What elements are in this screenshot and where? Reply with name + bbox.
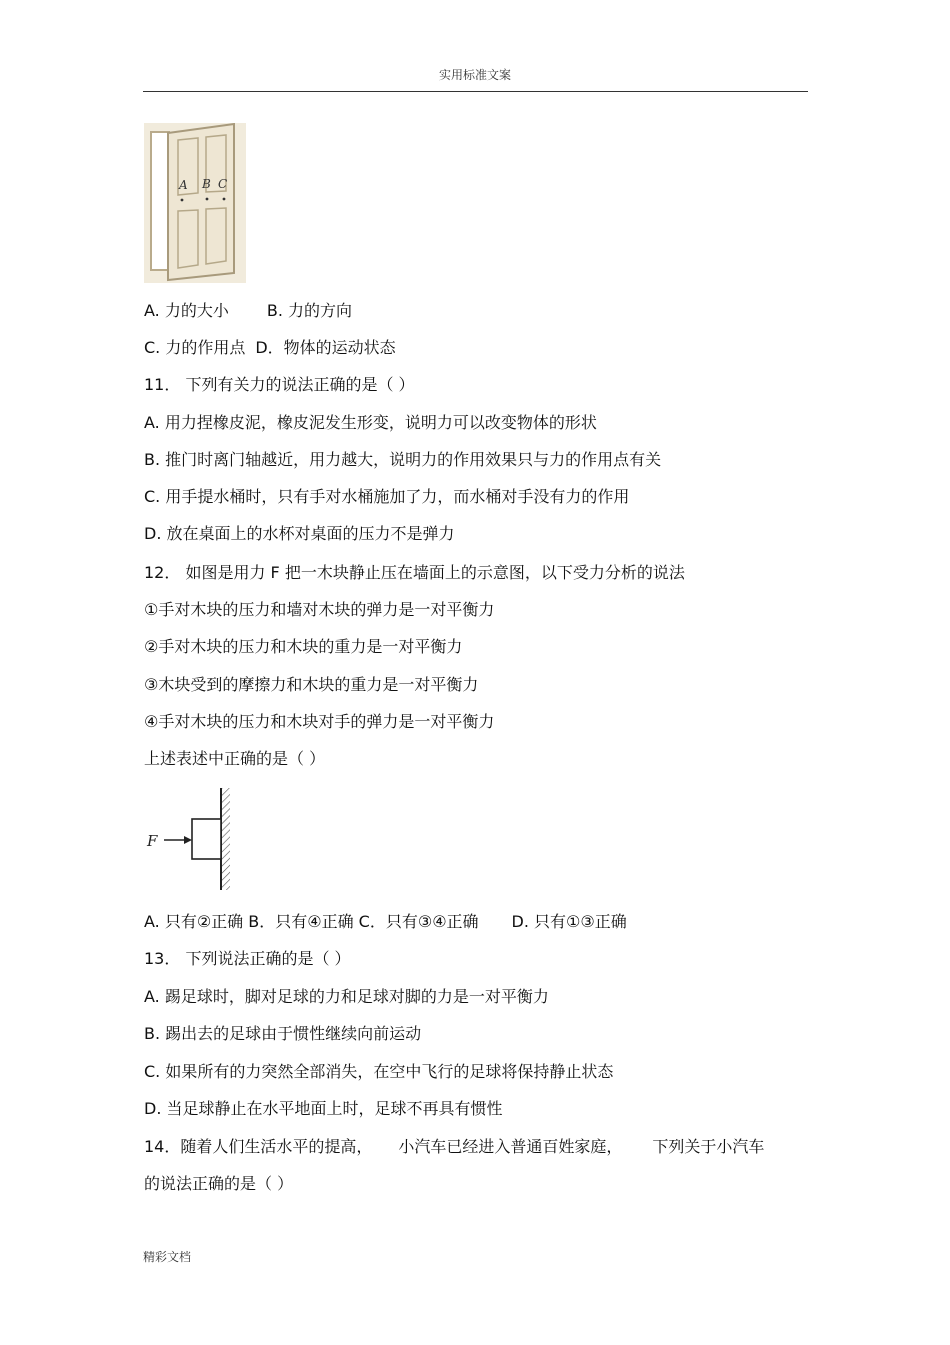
q12-statement-3: ③木块受到的摩擦力和木块的重力是一对平衡力 — [144, 675, 479, 694]
q12-options-abc: A. 只有②正确 B．只有④正确 C．只有③④正确 — [144, 912, 479, 931]
door-point-c — [223, 198, 226, 201]
q11-option-a: A. 用力捏橡皮泥，橡皮泥发生形变，说明力可以改变物体的形状 — [144, 413, 597, 432]
q12-statement-1: ①手对木块的压力和墙对木块的弹力是一对平衡力 — [144, 600, 495, 619]
header-rule — [143, 91, 808, 92]
q12-statement-4: ④手对木块的压力和木块对手的弹力是一对平衡力 — [144, 712, 495, 731]
q13-option-b: B. 踢出去的足球由于惯性继续向前运动 — [144, 1024, 422, 1043]
door-point-a — [181, 199, 184, 202]
force-label-f: F — [147, 832, 158, 850]
wall-block-figure — [144, 788, 236, 892]
q13-option-d: D. 当足球静止在水平地面上时，足球不再具有惯性 — [144, 1099, 503, 1118]
door-label-c: C — [218, 177, 228, 191]
q13-option-c: C. 如果所有的力突然全部消失，在空中飞行的足球将保持静止状态 — [144, 1062, 614, 1081]
door-label-b: B — [202, 177, 211, 191]
q12-stem: 12． 如图是用力 F 把一木块静止压在墙面上的示意图，以下受力分析的说法 — [144, 563, 685, 582]
q12-question: 上述表述中正确的是（ ） — [144, 749, 326, 768]
q11-option-d: D. 放在桌面上的水杯对桌面的压力不是弹力 — [144, 524, 455, 543]
page-header: 实用标准文案 — [438, 68, 511, 82]
page-footer: 精彩文档 — [143, 1250, 192, 1264]
q14-stem-part1: 14．随着人们生活水平的提高， — [144, 1137, 373, 1156]
q11-option-b: B. 推门时离门轴越近，用力越大，说明力的作用效果只与力的作用点有关 — [144, 450, 662, 469]
wood-block — [192, 819, 221, 859]
door-label-a: A — [179, 178, 188, 192]
door-point-b — [206, 198, 209, 201]
q13-stem: 13． 下列说法正确的是（ ） — [144, 949, 351, 968]
q12-option-d: D. 只有①③正确 — [511, 912, 627, 931]
q10-option-a: A. 力的大小 — [144, 301, 229, 320]
q11-stem: 11． 下列有关力的说法正确的是（ ） — [144, 375, 415, 394]
q10-option-c: C. 力的作用点 — [144, 338, 246, 357]
q12-options-row — [144, 912, 627, 932]
q14-stem-part3: 下列关于小汽车 — [652, 1137, 765, 1156]
q10-options-row2 — [144, 338, 396, 358]
force-arrow-head — [184, 836, 192, 844]
q10-option-d: D．物体的运动状态 — [255, 338, 396, 357]
door-figure — [144, 123, 246, 283]
q12-statement-2: ②手对木块的压力和木块的重力是一对平衡力 — [144, 637, 463, 656]
q10-option-b: B. 力的方向 — [266, 301, 352, 320]
q13-option-a: A. 踢足球时，脚对足球的力和足球对脚的力是一对平衡力 — [144, 987, 549, 1006]
q14-stem-line1 — [144, 1137, 764, 1157]
q14-stem-line2: 的说法正确的是（ ） — [144, 1174, 294, 1193]
q14-stem-part2: 小汽车已经进入普通百姓家庭， — [398, 1137, 623, 1156]
q10-options-row1 — [144, 301, 352, 321]
q11-option-c: C. 用手提水桶时，只有手对水桶施加了力，而水桶对手没有力的作用 — [144, 487, 630, 506]
wall-hatching — [222, 788, 230, 890]
